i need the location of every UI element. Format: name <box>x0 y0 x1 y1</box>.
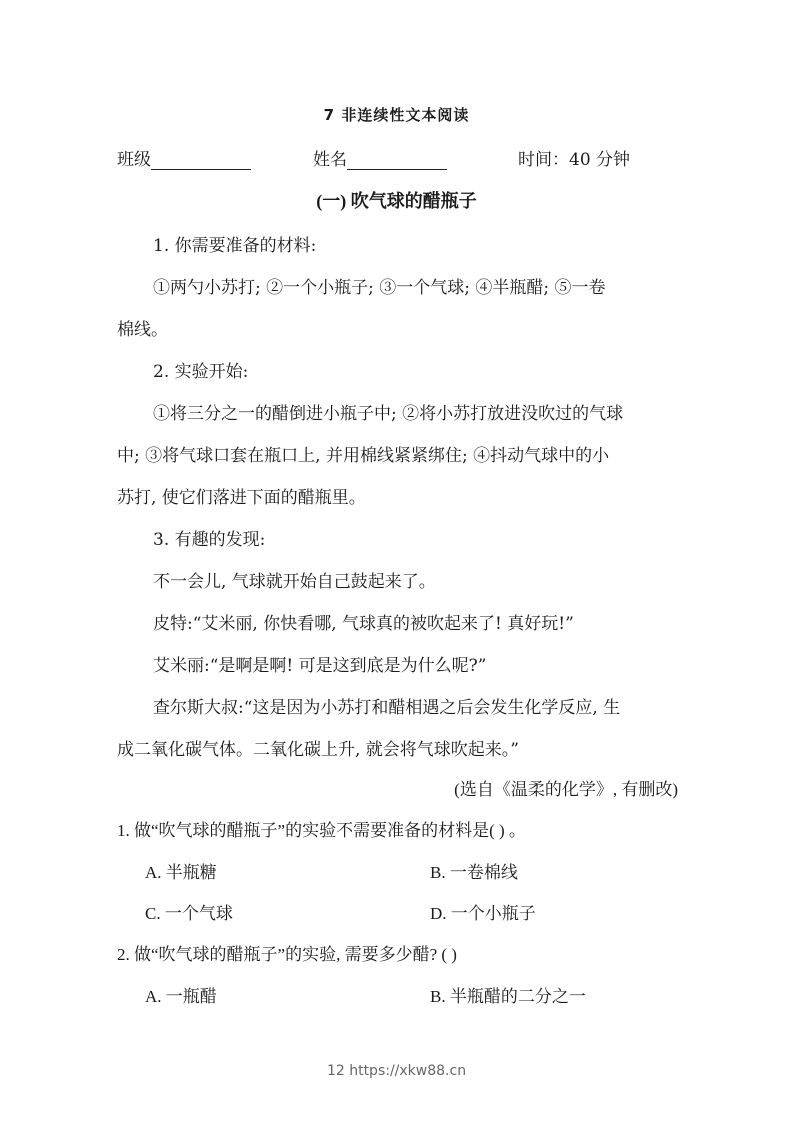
steps-heading: 2. 实验开始: <box>153 362 249 382</box>
steps-line: 中; ③将气球口套在瓶口上, 并用棉线紧紧绑住; ④抖动气球中的小 <box>117 446 610 466</box>
question-2: 2. 做“吹气球的醋瓶子”的实验, 需要多少醋? ( ) <box>117 945 457 964</box>
source-citation: (选自《温柔的化学》, 有删改) <box>454 780 678 799</box>
document-title: 7 非连续性文本阅读 <box>323 106 470 124</box>
name-field <box>313 145 447 170</box>
question-1-option-d[interactable]: D. 一个小瓶子 <box>430 904 536 923</box>
dialogue-pete: 皮特:“艾米丽, 你快看哪, 气球真的被吹起来了! 真好玩!” <box>153 614 574 634</box>
name-blank[interactable] <box>347 151 447 170</box>
question-1-option-c[interactable]: C. 一个气球 <box>145 904 233 923</box>
dialogue-charles: 成二氧化碳气体。二氧化碳上升, 就会将气球吹起来。” <box>117 740 519 760</box>
name-label: 姓名 <box>313 150 347 170</box>
class-label: 班级 <box>117 150 151 170</box>
question-1-option-a[interactable]: A. 半瓶糖 <box>145 863 217 882</box>
materials-line: ①两勺小苏打; ②一个小瓶子; ③一个气球; ④半瓶醋; ⑤一卷 <box>153 278 606 298</box>
class-blank[interactable] <box>151 151 251 170</box>
steps-line: ①将三分之一的醋倒进小瓶子中; ②将小苏打放进没吹过的气球 <box>153 404 624 424</box>
materials-line: 棉线。 <box>117 320 168 340</box>
time-limit: 时间：40 分钟 <box>518 150 631 170</box>
question-2-option-a[interactable]: A. 一瓶醋 <box>145 987 217 1006</box>
dialogue-charles: 查尔斯大叔:“这是因为小苏打和醋相遇之后会发生化学反应, 生 <box>153 698 621 718</box>
dialogue-emily: 艾米丽:“是啊是啊! 可是这到底是为什么呢?” <box>153 656 487 676</box>
question-1-option-b[interactable]: B. 一卷棉线 <box>430 863 518 882</box>
section-title: (一) 吹气球的醋瓶子 <box>316 191 477 211</box>
page-footer: 12 https://xkw88.cn <box>326 1063 467 1079</box>
discovery-heading: 3. 有趣的发现: <box>153 530 266 550</box>
question-1: 1. 做“吹气球的醋瓶子”的实验不需要准备的材料是( ) 。 <box>117 821 526 840</box>
question-2-option-b[interactable]: B. 半瓶醋的二分之一 <box>430 987 586 1006</box>
steps-line: 苏打, 使它们落进下面的醋瓶里。 <box>117 488 366 508</box>
discovery-text: 不一会儿, 气球就开始自己鼓起来了。 <box>153 572 436 592</box>
class-field <box>117 145 251 170</box>
materials-heading: 1. 你需要准备的材料: <box>153 236 317 256</box>
